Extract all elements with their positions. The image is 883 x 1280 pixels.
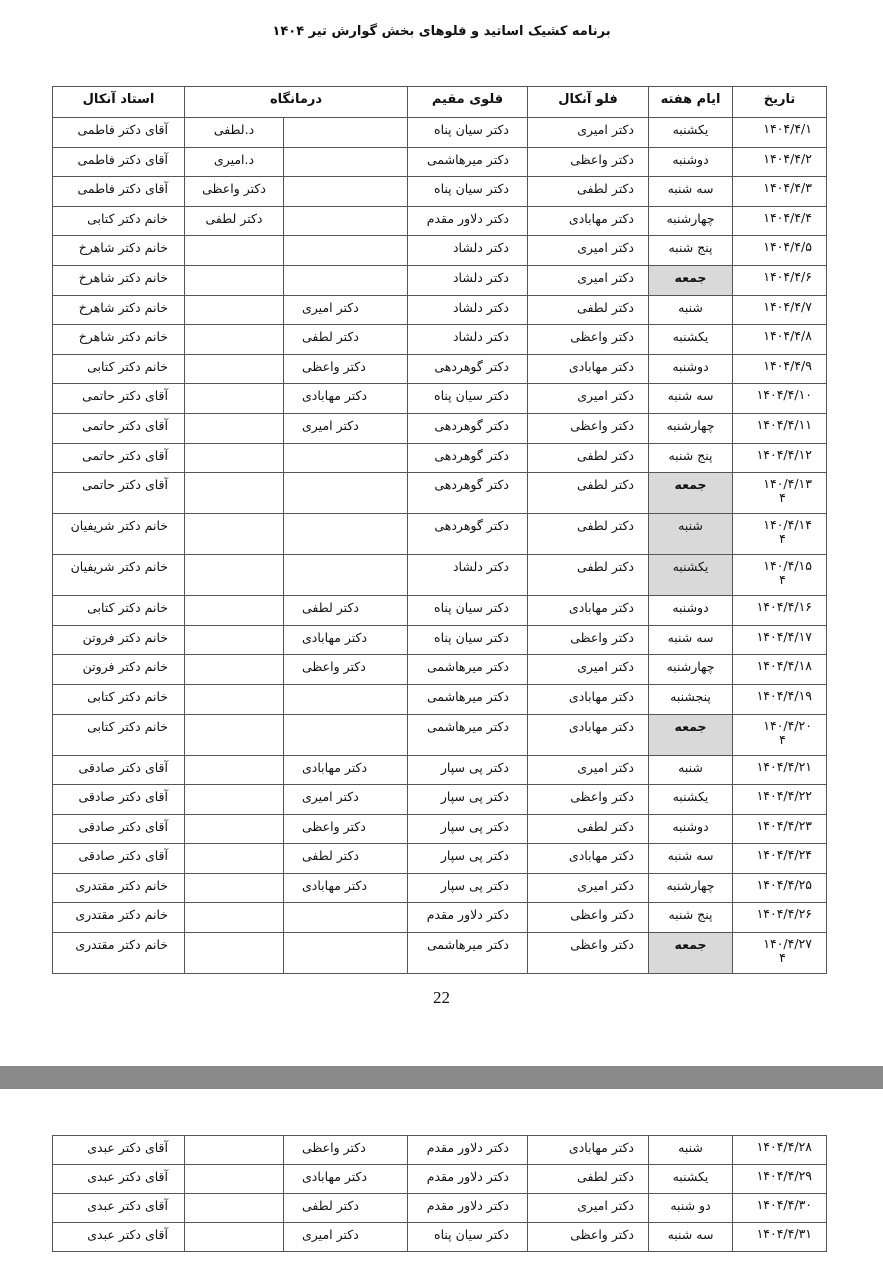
cell-oncall-professor: آقای دکتر فاطمی (53, 118, 185, 148)
header-oncall-professor: استاد آنکال (53, 87, 185, 118)
cell-weekday: یکشنبه (649, 1165, 733, 1194)
cell-oncall-professor: خانم دکتر فروتن (53, 625, 185, 655)
cell-clinic: دکتر امیری (284, 785, 408, 815)
cell-date (733, 473, 827, 514)
cell-clinic (284, 714, 408, 755)
cell-resident-fellow: دکتر سیان پناه (408, 118, 528, 148)
cell-clinic (284, 206, 408, 236)
cell-weekday: یکشنبه (649, 785, 733, 815)
cell-clinic: دکتر واعظی (284, 814, 408, 844)
cell-clinic-extra (185, 325, 284, 355)
date-text: ۱۴۰۴/۴/۲۱ (756, 758, 812, 774)
table-row (53, 1223, 827, 1252)
cell-clinic: دکتر لطفی (284, 325, 408, 355)
table-row (53, 1136, 827, 1165)
cell-clinic (284, 147, 408, 177)
cell-clinic-extra (185, 555, 284, 596)
cell-resident-fellow: دکتر دلاور مقدم (408, 1136, 528, 1165)
cell-weekday: سه شنبه (649, 844, 733, 874)
cell-weekday: چهارشنبه (649, 873, 733, 903)
cell-oncall-fellow: دکتر واعظی (528, 625, 649, 655)
cell-oncall-professor: خانم دکتر شاهرخ (53, 265, 185, 295)
date-text: ۱۴۰۴/۴/۵ (763, 239, 812, 255)
cell-clinic-extra (185, 844, 284, 874)
cell-date (733, 265, 827, 295)
cell-weekday: چهارشنبه (649, 206, 733, 236)
cell-weekday: سه شنبه (649, 384, 733, 414)
cell-oncall-fellow: دکتر لطفی (528, 443, 649, 473)
date-text-wrap: ۴ (779, 490, 786, 506)
date-text-wrap: ۴ (779, 950, 786, 966)
table-row (53, 1194, 827, 1223)
cell-oncall-professor: آقای دکتر صادقی (53, 755, 185, 785)
cell-date (733, 206, 827, 236)
cell-date (733, 903, 827, 933)
cell-date (733, 596, 827, 626)
cell-clinic (284, 903, 408, 933)
cell-oncall-professor: آقای دکتر عبدی (53, 1165, 185, 1194)
cell-date (733, 354, 827, 384)
cell-clinic (284, 684, 408, 714)
cell-resident-fellow: دکتر گوهردهی (408, 473, 528, 514)
schedule-table-continued (52, 1135, 827, 1252)
cell-weekday: شنبه (649, 295, 733, 325)
cell-resident-fellow: دکتر میرهاشمی (408, 684, 528, 714)
date-text: ۱۴۰۴/۴/۲۴ (756, 847, 812, 863)
cell-clinic (284, 473, 408, 514)
cell-weekday: یکشنبه (649, 118, 733, 148)
cell-date (733, 1223, 827, 1252)
cell-date (733, 684, 827, 714)
cell-oncall-fellow: دکتر واعظی (528, 413, 649, 443)
date-text: ۱۴۰۴/۴/۱۲ (756, 446, 812, 462)
cell-weekday: یکشنبه (649, 325, 733, 355)
cell-clinic: دکتر مهابادی (284, 1165, 408, 1194)
table-row (53, 177, 827, 207)
cell-resident-fellow: دکتر پی سپار (408, 785, 528, 815)
table-row (53, 555, 827, 596)
cell-oncall-fellow: دکتر امیری (528, 265, 649, 295)
cell-clinic-extra (185, 785, 284, 815)
date-text: ۱۴۰۴/۴/۱۷ (756, 628, 812, 644)
cell-oncall-professor: آقای دکتر فاطمی (53, 147, 185, 177)
header-weekday: ایام هفته (649, 87, 733, 118)
cell-oncall-professor: آقای دکتر صادقی (53, 844, 185, 874)
cell-clinic: دکتر لطفی (284, 844, 408, 874)
cell-clinic-extra (185, 873, 284, 903)
schedule-body (53, 118, 827, 974)
cell-clinic: دکتر لطفی (284, 596, 408, 626)
cell-oncall-professor: خانم دکتر کتابی (53, 714, 185, 755)
date-text: ۱۴۰۴/۴/۳۰ (756, 1197, 812, 1212)
cell-weekday: جمعه (649, 933, 733, 974)
cell-clinic: دکتر مهابادی (284, 625, 408, 655)
cell-oncall-fellow: دکتر مهابادی (528, 684, 649, 714)
cell-oncall-fellow: دکتر لطفی (528, 473, 649, 514)
cell-weekday: سه شنبه (649, 625, 733, 655)
cell-resident-fellow: دکتر سیان پناه (408, 596, 528, 626)
cell-weekday: دوشنبه (649, 147, 733, 177)
date-text: ۱۴۰/۴/۱۵ (763, 558, 812, 574)
cell-resident-fellow: دکتر میرهاشمی (408, 147, 528, 177)
date-text: ۱۴۰۴/۴/۲۳ (756, 817, 812, 833)
cell-weekday: یکشنبه (649, 555, 733, 596)
cell-oncall-fellow: دکتر واعظی (528, 147, 649, 177)
date-text: ۱۴۰/۴/۲۰ (763, 717, 812, 733)
date-text: ۱۴۰۴/۴/۴ (763, 209, 812, 225)
cell-clinic-extra (185, 514, 284, 555)
cell-oncall-professor: آقای دکتر صادقی (53, 785, 185, 815)
table-row (53, 206, 827, 236)
cell-clinic-extra (185, 354, 284, 384)
cell-date (733, 236, 827, 266)
cell-resident-fellow: دکتر گوهردهی (408, 443, 528, 473)
page-number: 22 (433, 988, 450, 1007)
cell-clinic: دکتر مهابادی (284, 384, 408, 414)
cell-weekday: چهارشنبه (649, 655, 733, 685)
table-row (53, 814, 827, 844)
date-text: ۱۴۰۴/۴/۲۹ (756, 1168, 812, 1183)
cell-weekday: سه شنبه (649, 1223, 733, 1252)
cell-clinic-extra (185, 903, 284, 933)
date-text: ۱۴۰۴/۴/۲۲ (756, 788, 812, 804)
header-date: تاریخ (733, 87, 827, 118)
cell-oncall-fellow: دکتر واعظی (528, 933, 649, 974)
date-text: ۱۴۰۴/۴/۱۰ (756, 387, 812, 403)
cell-clinic: دکتر امیری (284, 413, 408, 443)
table-row (53, 873, 827, 903)
table-row (53, 147, 827, 177)
cell-weekday: پنج شنبه (649, 903, 733, 933)
cell-clinic-extra (185, 755, 284, 785)
cell-oncall-professor: خانم دکتر کتابی (53, 354, 185, 384)
cell-clinic-extra (185, 625, 284, 655)
cell-oncall-professor: آقای دکتر عبدی (53, 1223, 185, 1252)
schedule-body-continued (53, 1136, 827, 1252)
date-text: ۱۴۰۴/۴/۳ (763, 180, 812, 196)
cell-resident-fellow: دکتر سیان پناه (408, 177, 528, 207)
date-text: ۱۴۰۴/۴/۶ (763, 268, 812, 284)
cell-oncall-professor: خانم دکتر کتابی (53, 684, 185, 714)
table-row (53, 514, 827, 555)
cell-clinic-extra (185, 413, 284, 443)
date-text: ۱۴۰۴/۴/۷ (763, 298, 812, 314)
cell-date (733, 625, 827, 655)
cell-oncall-professor: خانم دکتر شاهرخ (53, 325, 185, 355)
cell-clinic-extra (185, 443, 284, 473)
page-separator (0, 1066, 883, 1089)
table-row (53, 384, 827, 414)
table-row (53, 714, 827, 755)
cell-clinic: دکتر امیری (284, 295, 408, 325)
cell-date (733, 295, 827, 325)
cell-clinic-extra (185, 265, 284, 295)
cell-oncall-fellow: دکتر لطفی (528, 814, 649, 844)
cell-oncall-professor: خانم دکتر شریفیان (53, 555, 185, 596)
date-text: ۱۴۰۴/۴/۸ (763, 328, 812, 344)
cell-resident-fellow: دکتر دلشاد (408, 295, 528, 325)
cell-weekday: جمعه (649, 714, 733, 755)
header-clinic: درمانگاه (185, 87, 408, 118)
cell-oncall-professor: آقای دکتر حاتمی (53, 473, 185, 514)
cell-clinic-extra (185, 684, 284, 714)
cell-weekday: پنج شنبه (649, 443, 733, 473)
header-resident-fellow: فلوی مقیم (408, 87, 528, 118)
cell-date (733, 325, 827, 355)
table-row (53, 354, 827, 384)
cell-resident-fellow: دکتر سیان پناه (408, 625, 528, 655)
cell-clinic-extra (185, 384, 284, 414)
table-row (53, 265, 827, 295)
cell-date (733, 873, 827, 903)
table-row (53, 785, 827, 815)
cell-oncall-fellow: دکتر امیری (528, 118, 649, 148)
schedule-table (52, 86, 827, 974)
cell-clinic-extra (185, 1165, 284, 1194)
cell-clinic (284, 177, 408, 207)
table-row (53, 903, 827, 933)
cell-clinic-extra (185, 1136, 284, 1165)
cell-oncall-fellow: دکتر مهابادی (528, 1136, 649, 1165)
date-text: ۱۴۰۴/۴/۹ (763, 357, 812, 373)
cell-weekday: دوشنبه (649, 354, 733, 384)
cell-date (733, 1136, 827, 1165)
date-text: ۱۴۰۴/۴/۲۸ (756, 1139, 812, 1154)
cell-clinic-extra (185, 655, 284, 685)
cell-oncall-fellow: دکتر امیری (528, 755, 649, 785)
cell-clinic (284, 118, 408, 148)
cell-clinic: دکتر واعظی (284, 655, 408, 685)
cell-clinic-extra: د.لطفی (185, 118, 284, 148)
cell-clinic-extra (185, 473, 284, 514)
cell-date (733, 655, 827, 685)
cell-oncall-fellow: دکتر امیری (528, 655, 649, 685)
cell-weekday: جمعه (649, 473, 733, 514)
cell-clinic: دکتر مهابادی (284, 873, 408, 903)
cell-clinic (284, 514, 408, 555)
page-title: برنامه کشیک اساتید و فلوهای بخش گوارش تیر ۱۴۰۴ (272, 24, 611, 39)
cell-oncall-fellow: دکتر مهابادی (528, 354, 649, 384)
cell-resident-fellow: دکتر پی سپار (408, 755, 528, 785)
cell-clinic-extra (185, 596, 284, 626)
cell-oncall-professor: آقای دکتر عبدی (53, 1194, 185, 1223)
cell-oncall-fellow: دکتر لطفی (528, 177, 649, 207)
cell-date (733, 118, 827, 148)
cell-oncall-fellow: دکتر مهابادی (528, 596, 649, 626)
cell-date (733, 443, 827, 473)
table-row (53, 625, 827, 655)
cell-weekday: پنجشنبه (649, 684, 733, 714)
cell-resident-fellow: دکتر میرهاشمی (408, 655, 528, 685)
cell-weekday: جمعه (649, 265, 733, 295)
cell-clinic (284, 443, 408, 473)
date-text: ۱۴۰۴/۴/۱۶ (756, 599, 812, 615)
cell-date (733, 785, 827, 815)
date-text-wrap: ۴ (779, 731, 786, 747)
cell-oncall-fellow: دکتر لطفی (528, 514, 649, 555)
date-text: ۱۴۰۴/۴/۳۱ (756, 1226, 812, 1241)
cell-resident-fellow: دکتر دلاور مقدم (408, 206, 528, 236)
cell-oncall-fellow: دکتر امیری (528, 873, 649, 903)
cell-oncall-fellow: دکتر لطفی (528, 295, 649, 325)
cell-oncall-fellow: دکتر واعظی (528, 903, 649, 933)
date-text: ۱۴۰/۴/۲۷ (763, 936, 812, 952)
cell-weekday: سه شنبه (649, 177, 733, 207)
cell-clinic (284, 236, 408, 266)
cell-resident-fellow: دکتر گوهردهی (408, 413, 528, 443)
cell-date (733, 1165, 827, 1194)
cell-clinic-extra (185, 933, 284, 974)
cell-weekday: چهارشنبه (649, 413, 733, 443)
cell-oncall-fellow: دکتر لطفی (528, 1165, 649, 1194)
date-text-wrap: ۴ (779, 572, 786, 588)
cell-oncall-fellow: دکتر مهابادی (528, 206, 649, 236)
table-row (53, 655, 827, 685)
cell-oncall-fellow: دکتر مهابادی (528, 844, 649, 874)
cell-resident-fellow: دکتر دلاور مقدم (408, 1194, 528, 1223)
cell-date (733, 1194, 827, 1223)
cell-resident-fellow: دکتر میرهاشمی (408, 933, 528, 974)
table-row (53, 443, 827, 473)
cell-oncall-professor: آقای دکتر حاتمی (53, 384, 185, 414)
cell-resident-fellow: دکتر دلشاد (408, 236, 528, 266)
header-oncall-fellow: فلو آنکال (528, 87, 649, 118)
cell-oncall-professor: خانم دکتر کتابی (53, 206, 185, 236)
cell-clinic-extra (185, 714, 284, 755)
cell-clinic: دکتر واعظی (284, 354, 408, 384)
cell-resident-fellow: دکتر سیان پناه (408, 384, 528, 414)
cell-resident-fellow: دکتر پی سپار (408, 814, 528, 844)
cell-oncall-professor: خانم دکتر فروتن (53, 655, 185, 685)
cell-oncall-fellow: دکتر لطفی (528, 555, 649, 596)
cell-oncall-fellow: دکتر امیری (528, 1194, 649, 1223)
cell-resident-fellow: دکتر دلشاد (408, 265, 528, 295)
cell-clinic-extra: دکتر واعظی (185, 177, 284, 207)
table-row (53, 325, 827, 355)
date-text: ۱۴۰۴/۴/۲ (763, 150, 812, 166)
table-row (53, 755, 827, 785)
cell-oncall-professor: خانم دکتر مقتدری (53, 873, 185, 903)
cell-weekday: شنبه (649, 755, 733, 785)
cell-weekday: شنبه (649, 514, 733, 555)
date-text: ۱۴۰/۴/۱۳ (763, 476, 812, 492)
table-row (53, 596, 827, 626)
cell-date (733, 384, 827, 414)
table-row (53, 236, 827, 266)
cell-clinic: دکتر لطفی (284, 1194, 408, 1223)
cell-resident-fellow: دکتر میرهاشمی (408, 714, 528, 755)
cell-oncall-professor: آقای دکتر عبدی (53, 1136, 185, 1165)
cell-oncall-professor: آقای دکتر صادقی (53, 814, 185, 844)
cell-clinic-extra: دکتر لطفی (185, 206, 284, 236)
cell-resident-fellow: دکتر گوهردهی (408, 354, 528, 384)
cell-resident-fellow: دکتر دلشاد (408, 555, 528, 596)
cell-clinic-extra: د.امیری (185, 147, 284, 177)
date-text: ۱۴۰۴/۴/۱۹ (756, 687, 812, 703)
cell-date (733, 755, 827, 785)
cell-weekday: دوشنبه (649, 596, 733, 626)
cell-date (733, 844, 827, 874)
cell-oncall-fellow: دکتر مهابادی (528, 714, 649, 755)
date-text: ۱۴۰۴/۴/۱۱ (756, 416, 812, 432)
cell-weekday: دو شنبه (649, 1194, 733, 1223)
cell-clinic-extra (185, 1194, 284, 1223)
table-row (53, 473, 827, 514)
cell-weekday: دوشنبه (649, 814, 733, 844)
cell-oncall-professor: آقای دکتر حاتمی (53, 443, 185, 473)
date-text: ۱۴۰۴/۴/۱۸ (756, 658, 812, 674)
cell-date (733, 147, 827, 177)
date-text: ۱۴۰۴/۴/۲۵ (756, 876, 812, 892)
cell-weekday: شنبه (649, 1136, 733, 1165)
cell-clinic (284, 265, 408, 295)
cell-oncall-fellow: دکتر واعظی (528, 785, 649, 815)
cell-clinic: دکتر واعظی (284, 1136, 408, 1165)
cell-date (733, 514, 827, 555)
table-row (53, 295, 827, 325)
cell-date (733, 177, 827, 207)
table-row (53, 844, 827, 874)
cell-oncall-fellow: دکتر واعظی (528, 325, 649, 355)
cell-oncall-fellow: دکتر امیری (528, 236, 649, 266)
date-text: ۱۴۰/۴/۱۴ (763, 517, 812, 533)
cell-date (733, 413, 827, 443)
cell-clinic-extra (185, 814, 284, 844)
cell-oncall-professor: آقای دکتر فاطمی (53, 177, 185, 207)
cell-oncall-professor: خانم دکتر شاهرخ (53, 236, 185, 266)
cell-oncall-professor: آقای دکتر حاتمی (53, 413, 185, 443)
cell-clinic: دکتر مهابادی (284, 755, 408, 785)
date-text: ۱۴۰۴/۴/۲۶ (756, 906, 812, 922)
table-row (53, 933, 827, 974)
table-row (53, 413, 827, 443)
cell-clinic: دکتر امیری (284, 1223, 408, 1252)
date-text-wrap: ۴ (779, 531, 786, 547)
cell-oncall-professor: خانم دکتر کتابی (53, 596, 185, 626)
cell-oncall-professor: خانم دکتر شریفیان (53, 514, 185, 555)
table-header-row (53, 87, 827, 118)
cell-clinic (284, 933, 408, 974)
cell-clinic-extra (185, 236, 284, 266)
cell-resident-fellow: دکتر گوهردهی (408, 514, 528, 555)
cell-resident-fellow: دکتر دلاور مقدم (408, 903, 528, 933)
cell-oncall-fellow: دکتر واعظی (528, 1223, 649, 1252)
cell-clinic (284, 555, 408, 596)
table-row (53, 118, 827, 148)
cell-date (733, 555, 827, 596)
cell-resident-fellow: دکتر دلشاد (408, 325, 528, 355)
cell-date (733, 714, 827, 755)
cell-resident-fellow: دکتر دلاور مقدم (408, 1165, 528, 1194)
cell-weekday: پنج شنبه (649, 236, 733, 266)
cell-resident-fellow: دکتر پی سپار (408, 873, 528, 903)
cell-oncall-fellow: دکتر امیری (528, 384, 649, 414)
cell-oncall-professor: خانم دکتر مقتدری (53, 933, 185, 974)
cell-clinic-extra (185, 295, 284, 325)
cell-clinic-extra (185, 1223, 284, 1252)
table-row (53, 1165, 827, 1194)
table-row (53, 684, 827, 714)
cell-date (733, 814, 827, 844)
cell-date (733, 933, 827, 974)
cell-resident-fellow: دکتر سیان پناه (408, 1223, 528, 1252)
date-text: ۱۴۰۴/۴/۱ (763, 121, 812, 136)
cell-resident-fellow: دکتر پی سپار (408, 844, 528, 874)
cell-oncall-professor: خانم دکتر شاهرخ (53, 295, 185, 325)
cell-oncall-professor: خانم دکتر مقتدری (53, 903, 185, 933)
